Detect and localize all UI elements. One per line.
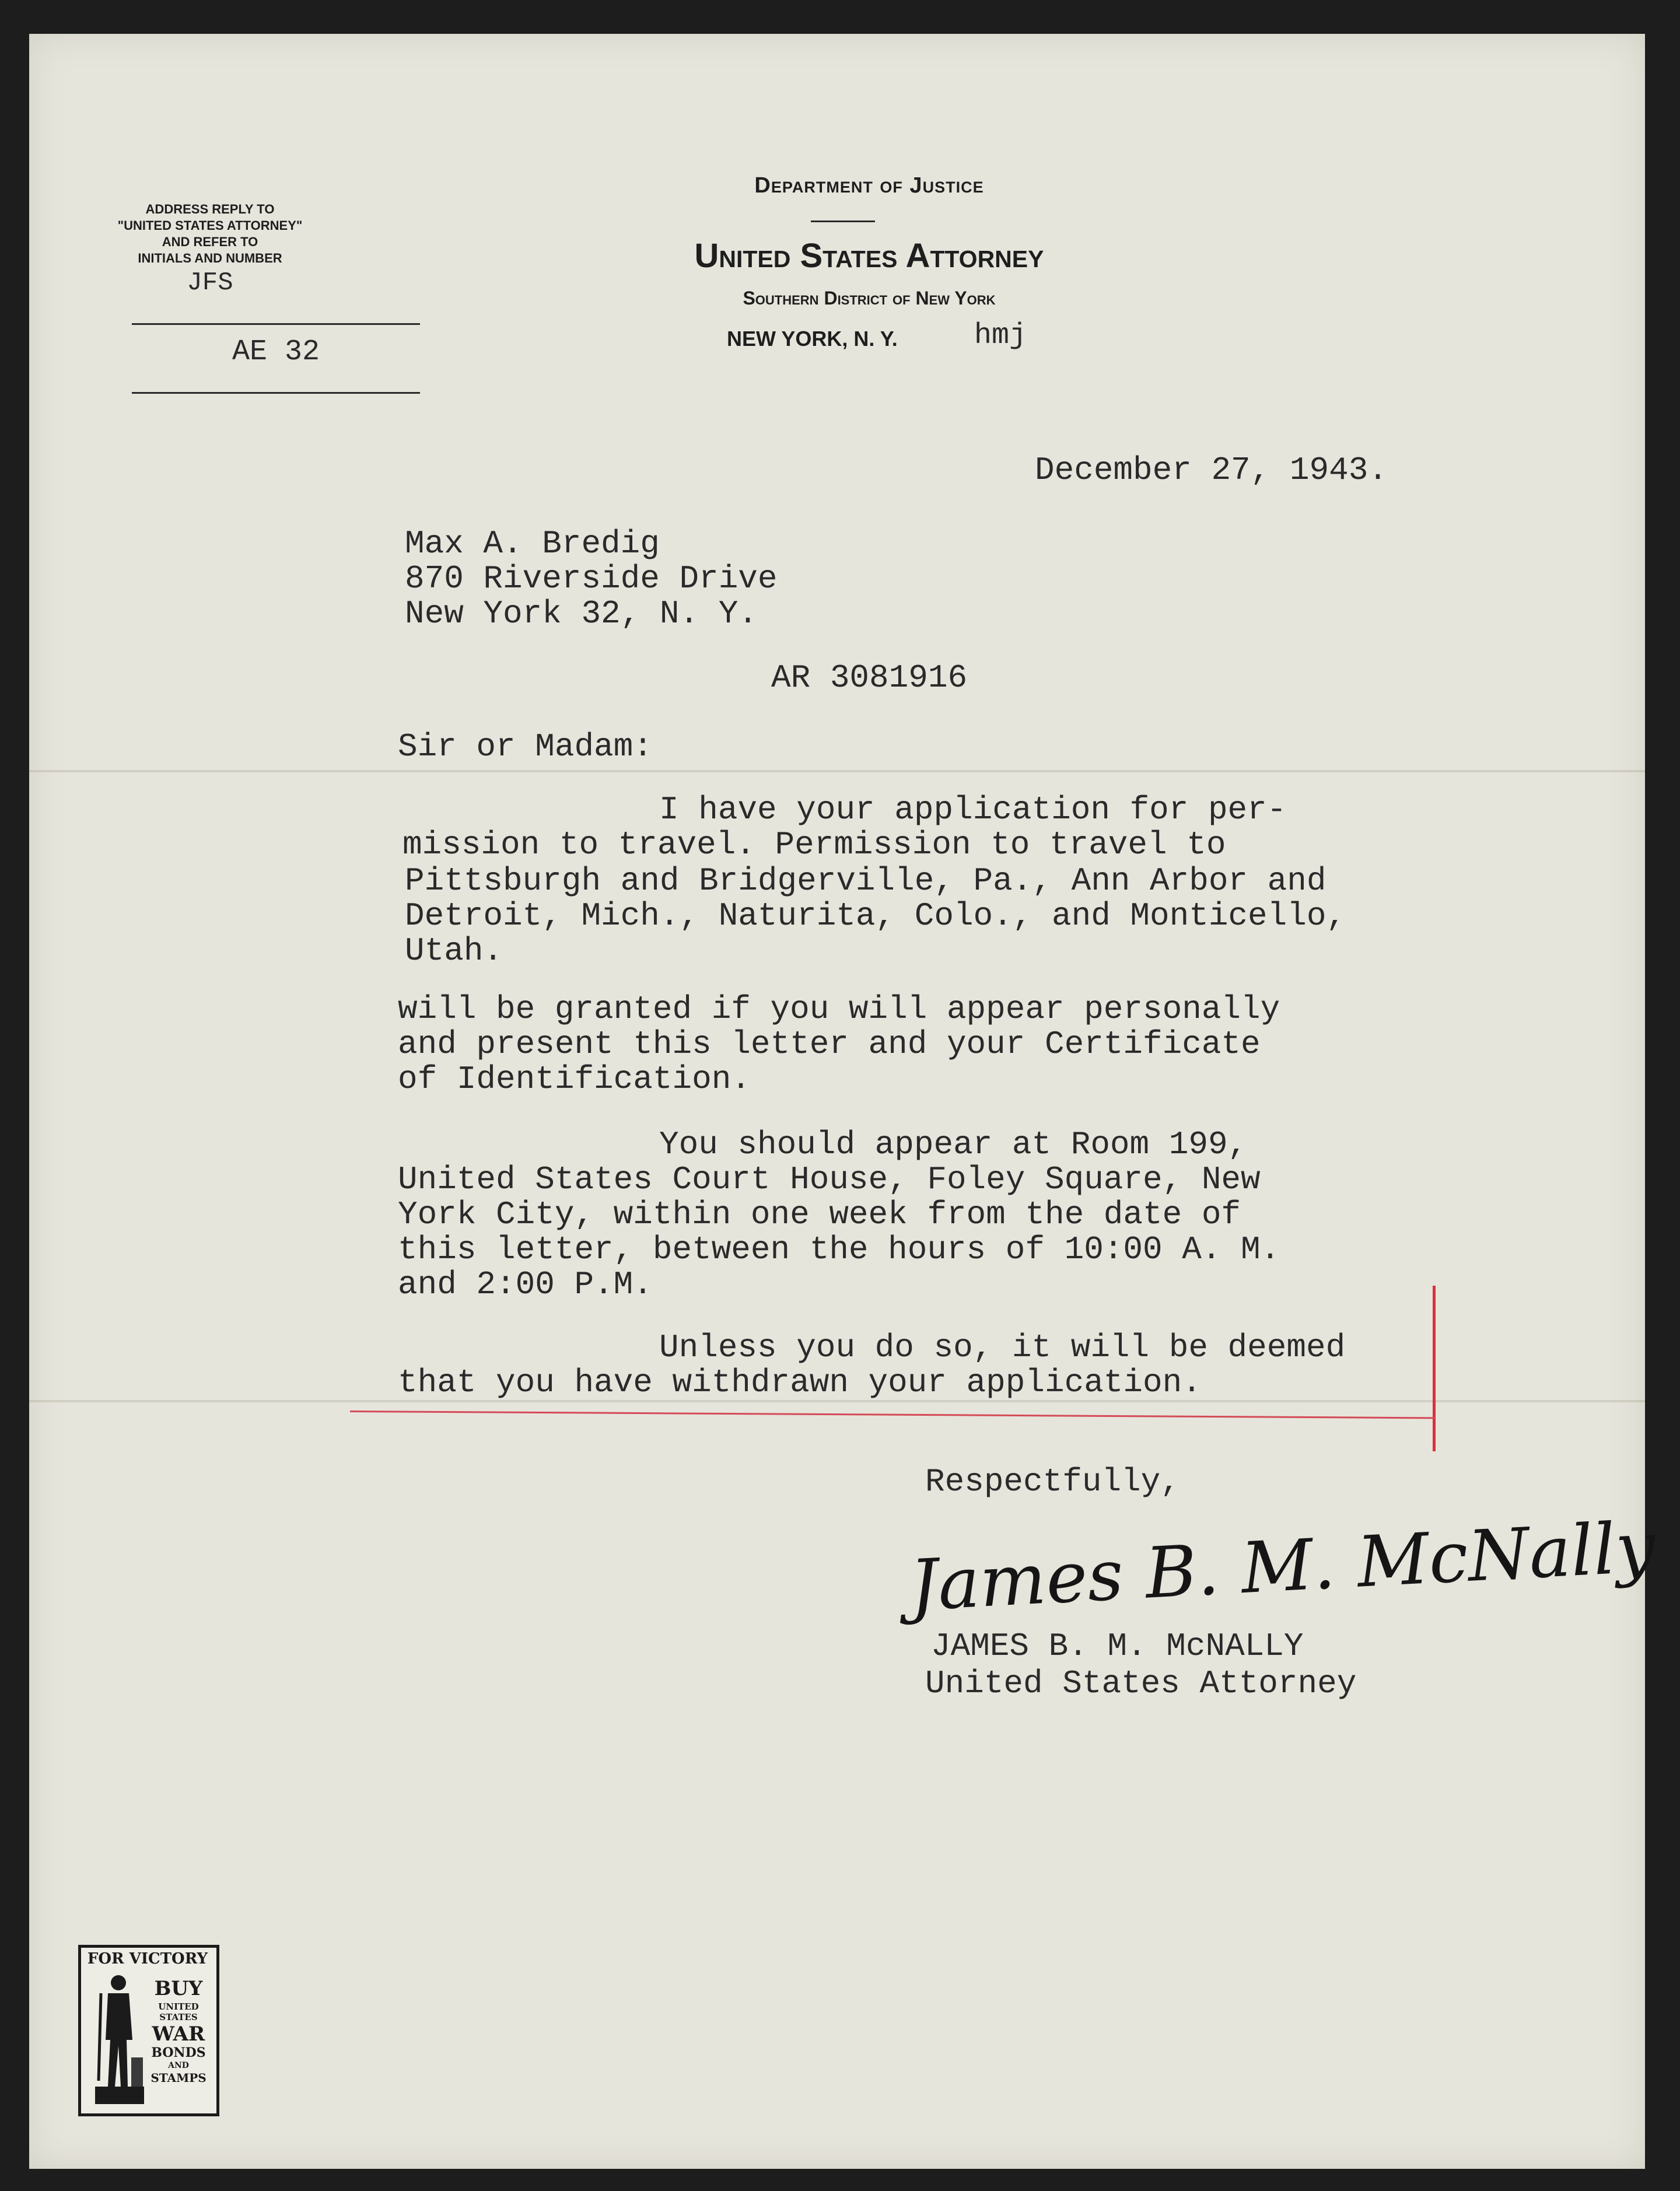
stamp-heading: FOR VICTORY [87,1950,208,1968]
recipient-city: New York 32, N. Y. [405,595,758,632]
stamp-united: UNITED [158,2001,199,2012]
stamp-and: AND [168,2061,189,2070]
body-line: United States Court House, Foley Square, New [398,1161,1261,1198]
body-line: I have your application for per- [659,791,1287,828]
body-line: and 2:00 P.M. [398,1266,653,1303]
body-line: mission to travel. Permission to travel to [402,826,1226,863]
typist-initials: hmj [974,319,1027,352]
minuteman-icon [85,1970,149,2108]
office-city: NEW YORK, N. Y. [727,327,898,351]
salutation: Sir or Madam: [398,728,653,765]
reply-line-1: ADDRESS REPLY TO [145,202,275,216]
district-name: Southern District of New York [743,288,996,309]
reply-line-3: AND REFER TO [162,235,258,249]
body-line: that you have withdrawn your application. [398,1364,1202,1401]
reply-initials: JFS [187,268,233,298]
office-title: United States Attorney [694,237,1044,275]
body-line: York City, within one week from the date of [398,1196,1241,1233]
handwritten-signature: James B. M. McNally [908,1507,1657,1627]
reply-line-2: "UNITED STATES ATTORNEY" [117,218,303,233]
stamp-bonds: BONDS [151,2045,206,2060]
divider [132,392,420,394]
red-pencil-mark [1433,1286,1436,1451]
reply-reference-number: AE 32 [232,335,320,369]
body-line: of Identification. [398,1060,751,1098]
reply-line-4: INITIALS AND NUMBER [138,251,282,265]
body-line: and present this letter and your Certificate [398,1026,1261,1063]
body-line: Pittsburgh and Bridgerville, Pa., Ann Arbor and [405,862,1326,900]
divider [811,220,875,222]
fold-line [29,770,1645,772]
war-bonds-stamp [78,1945,219,2116]
stamp-states: STATES [159,2012,198,2022]
divider [132,323,420,325]
complimentary-close: Respectfully, [925,1463,1180,1500]
body-line: Utah. [405,932,503,970]
body-line: Detroit, Mich., Naturita, Colo., and Monticello, [405,897,1346,935]
signer-title: United States Attorney [925,1665,1357,1702]
recipient-street: 870 Riverside Drive [405,560,778,597]
letter-date: December 27, 1943. [1035,452,1388,489]
stamp-war: WAR [152,2022,205,2046]
signer-name: JAMES B. M. McNALLY [931,1628,1304,1665]
body-line: will be granted if you will appear personally [398,991,1280,1028]
department-name: Department of Justice [754,173,984,198]
body-line: Unless you do so, it will be deemed [659,1329,1346,1366]
stamp-stamps: STAMPS [150,2071,206,2085]
stamp-buy: BUY [154,1977,203,2000]
body-line: this letter, between the hours of 10:00 A. M. [398,1231,1280,1268]
recipient-name: Max A. Bredig [405,525,660,562]
application-reference: AR 3081916 [771,659,968,696]
body-line: You should appear at Room 199, [659,1126,1248,1163]
